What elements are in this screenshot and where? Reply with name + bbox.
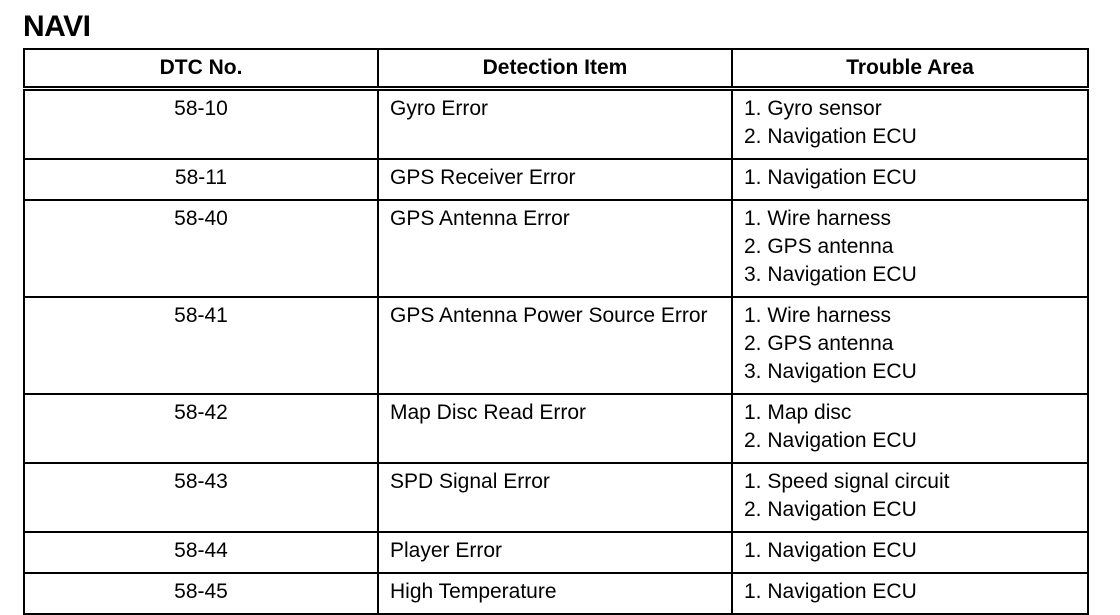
trouble-area-line: 1. Map disc	[744, 401, 852, 424]
table-row	[24, 200, 1088, 297]
trouble-area-line: 1. Navigation ECU	[744, 166, 917, 189]
detection-item-cell: Map Disc Read Error	[378, 394, 732, 463]
trouble-area-line: 2. Navigation ECU	[744, 429, 917, 452]
trouble-area-cell	[732, 573, 1088, 614]
trouble-area-cell	[732, 200, 1088, 297]
dtc-code-cell: 58-43	[24, 463, 378, 532]
detection-item-cell: SPD Signal Error	[378, 463, 732, 532]
column-header-dtc-no: DTC No.	[24, 49, 378, 89]
column-header-detection-item: Detection Item	[378, 49, 732, 89]
trouble-area-line: 3. Navigation ECU	[744, 360, 917, 383]
trouble-area-line: 2. GPS antenna	[744, 235, 894, 258]
table-row	[24, 394, 1088, 463]
dtc-code-cell: 58-41	[24, 297, 378, 394]
trouble-area-cell	[732, 297, 1088, 394]
dtc-code-cell: 58-10	[24, 89, 378, 160]
detection-item-cell: Player Error	[378, 532, 732, 573]
table-row	[24, 463, 1088, 532]
dtc-code-cell: 58-44	[24, 532, 378, 573]
trouble-area-line: 2. GPS antenna	[744, 332, 894, 355]
table-row	[24, 297, 1088, 394]
trouble-area-line: 1. Speed signal circuit	[744, 470, 950, 493]
table-row	[24, 573, 1088, 614]
dtc-table	[23, 48, 1089, 615]
detection-item-cell: GPS Receiver Error	[378, 159, 732, 200]
table-row	[24, 532, 1088, 573]
trouble-area-cell	[732, 394, 1088, 463]
trouble-area-line: 1. Wire harness	[744, 207, 892, 230]
column-header-trouble-area: Trouble Area	[732, 49, 1088, 89]
trouble-area-cell	[732, 89, 1088, 160]
trouble-area-line: 1. Navigation ECU	[744, 539, 917, 562]
detection-item-cell: GPS Antenna Power Source Error	[378, 297, 732, 394]
dtc-code-cell: 58-40	[24, 200, 378, 297]
table-header-row	[24, 49, 1088, 89]
dtc-code-cell: 58-45	[24, 573, 378, 614]
dtc-code-cell: 58-11	[24, 159, 378, 200]
detection-item-cell: GPS Antenna Error	[378, 200, 732, 297]
trouble-area-line: 1. Gyro sensor	[744, 97, 882, 120]
detection-item-cell: High Temperature	[378, 573, 732, 614]
trouble-area-line: 3. Navigation ECU	[744, 263, 917, 286]
trouble-area-line: 1. Navigation ECU	[744, 580, 917, 603]
dtc-code-cell: 58-42	[24, 394, 378, 463]
table-row	[24, 159, 1088, 200]
table-row	[24, 89, 1088, 160]
trouble-area-line: 2. Navigation ECU	[744, 125, 917, 148]
trouble-area-line: 2. Navigation ECU	[744, 498, 917, 521]
trouble-area-cell	[732, 532, 1088, 573]
detection-item-cell: Gyro Error	[378, 89, 732, 160]
trouble-area-cell	[732, 463, 1088, 532]
page-title: NAVI	[23, 10, 91, 43]
trouble-area-cell	[732, 159, 1088, 200]
trouble-area-line: 1. Wire harness	[744, 304, 892, 327]
